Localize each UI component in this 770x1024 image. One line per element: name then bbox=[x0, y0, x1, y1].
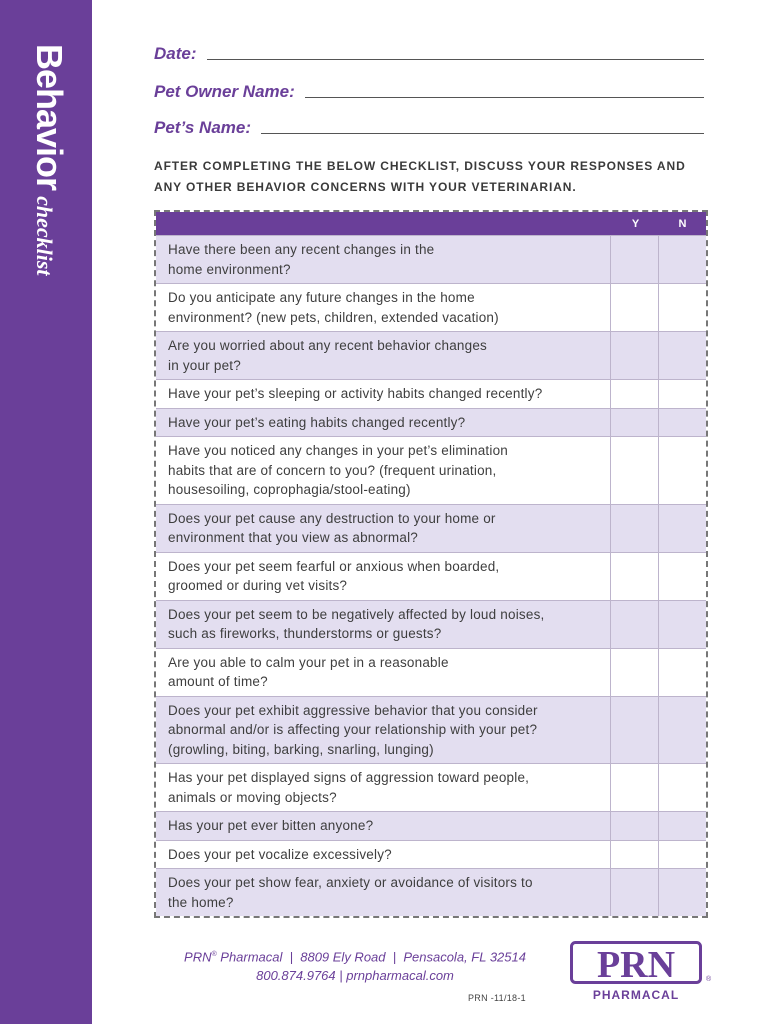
question-text bbox=[156, 764, 610, 811]
table-row bbox=[156, 763, 706, 811]
answer-no-box[interactable] bbox=[658, 437, 706, 504]
question-text bbox=[156, 601, 610, 648]
question-line: Does your pet seem fearful or anxious when boarded, bbox=[168, 558, 500, 574]
answer-no-box[interactable] bbox=[658, 601, 706, 648]
logo-sub: PHARMACAL bbox=[592, 988, 680, 1002]
question-text bbox=[156, 553, 610, 600]
question-text bbox=[156, 409, 610, 437]
question-line: environment? (new pets, children, extended vacation) bbox=[168, 309, 499, 325]
question-line: Have there been any recent changes in the bbox=[168, 242, 435, 257]
question-text bbox=[156, 841, 610, 869]
owner-name-label: Pet Owner Name: bbox=[154, 82, 295, 101]
answer-yes-box[interactable] bbox=[610, 409, 658, 437]
answer-yes-box[interactable] bbox=[610, 236, 658, 283]
answer-no-box[interactable] bbox=[658, 553, 706, 600]
question-text bbox=[156, 437, 610, 504]
table-row bbox=[156, 235, 706, 283]
question-text bbox=[156, 697, 610, 764]
question-line: environment that you view as abnormal? bbox=[168, 530, 418, 545]
answer-yes-box[interactable] bbox=[610, 697, 658, 764]
question-line: Are you worried about any recent behavior changes bbox=[168, 338, 487, 353]
answer-yes-box[interactable] bbox=[610, 812, 658, 840]
question-text bbox=[156, 505, 610, 552]
answer-yes-box[interactable] bbox=[610, 764, 658, 811]
answer-no-box[interactable] bbox=[658, 869, 706, 916]
answer-no-box[interactable] bbox=[658, 697, 706, 764]
table-row bbox=[156, 331, 706, 379]
owner-name-field[interactable] bbox=[154, 82, 704, 102]
pet-name-field[interactable] bbox=[154, 118, 704, 138]
answer-yes-box[interactable] bbox=[610, 505, 658, 552]
answer-yes-box[interactable] bbox=[610, 649, 658, 696]
answer-no-box[interactable] bbox=[658, 505, 706, 552]
answer-yes-box[interactable] bbox=[610, 841, 658, 869]
table-row bbox=[156, 696, 706, 764]
question-line: amount of time? bbox=[168, 674, 268, 689]
answer-yes-box[interactable] bbox=[610, 380, 658, 408]
table-row bbox=[156, 600, 706, 648]
answer-no-box[interactable] bbox=[658, 764, 706, 811]
date-field[interactable] bbox=[154, 44, 704, 64]
table-row bbox=[156, 811, 706, 840]
title-behavior: Behavior bbox=[29, 44, 70, 191]
question-line: groomed or during vet visits? bbox=[168, 578, 348, 593]
question-line: Have your pet’s eating habits changed recently? bbox=[168, 414, 466, 430]
vertical-title bbox=[30, 44, 70, 284]
question-line: Does your pet show fear, anxiety or avoidance of visitors to bbox=[168, 875, 533, 890]
answer-yes-box[interactable] bbox=[610, 601, 658, 648]
question-text bbox=[156, 380, 610, 408]
date-line[interactable] bbox=[207, 58, 704, 60]
question-text bbox=[156, 869, 610, 916]
question-line: in your pet? bbox=[168, 357, 241, 373]
date-label: Date: bbox=[154, 44, 197, 63]
footer-reg: ® bbox=[211, 951, 217, 958]
table-row bbox=[156, 840, 706, 869]
table-row bbox=[156, 436, 706, 504]
pet-name-line[interactable] bbox=[261, 132, 704, 134]
question-line: such as fireworks, thunderstorms or guests? bbox=[168, 626, 442, 641]
answer-no-box[interactable] bbox=[658, 284, 706, 331]
answer-no-box[interactable] bbox=[658, 812, 706, 840]
question-line: Are you able to calm your pet in a reasonable bbox=[168, 654, 449, 670]
answer-yes-box[interactable] bbox=[610, 332, 658, 379]
table-row bbox=[156, 504, 706, 552]
answer-yes-box[interactable] bbox=[610, 553, 658, 600]
footer-line-2: 800.874.9764 | prnpharmacal.com bbox=[256, 968, 454, 984]
answer-no-box[interactable] bbox=[658, 409, 706, 437]
question-line: animals or moving objects? bbox=[168, 789, 337, 805]
title-checklist: checklist bbox=[32, 196, 57, 276]
question-line: Do you anticipate any future changes in the home bbox=[168, 290, 475, 305]
instructions bbox=[154, 156, 714, 198]
question-line: abnormal and/or is affecting your relationship with your pet? bbox=[168, 722, 538, 737]
question-line: housesoiling, coprophagia/stool-eating) bbox=[168, 482, 411, 497]
footer-company: PRN bbox=[184, 949, 212, 965]
table-row bbox=[156, 648, 706, 696]
footer-address-text: Pharmacal | 8809 Ely Road | Pensacola, FL 32514 bbox=[216, 949, 526, 965]
table-header bbox=[156, 212, 706, 235]
question-text bbox=[156, 649, 610, 696]
question-line: Has your pet displayed signs of aggression toward people, bbox=[168, 770, 530, 785]
question-line: the home? bbox=[168, 894, 234, 910]
question-line: Does your pet exhibit aggressive behavior that you consider bbox=[168, 702, 538, 718]
instructions-line-1: AFTER COMPLETING THE BELOW CHECKLIST, DISCUSS YOUR RESPONSES AND bbox=[154, 159, 686, 173]
prn-pharmacal-logo bbox=[570, 941, 712, 1003]
question-text bbox=[156, 332, 610, 379]
logo-reg: ® bbox=[706, 976, 712, 983]
table-row bbox=[156, 283, 706, 331]
answer-no-box[interactable] bbox=[658, 649, 706, 696]
pet-name-label: Pet’s Name: bbox=[154, 118, 252, 137]
question-line: (growling, biting, barking, snarling, lunging) bbox=[168, 741, 434, 757]
question-line: Have your pet’s sleeping or activity habits changed recently? bbox=[168, 386, 543, 401]
question-line: home environment? bbox=[168, 261, 291, 277]
column-no: N bbox=[678, 217, 687, 230]
answer-no-box[interactable] bbox=[658, 380, 706, 408]
question-line: Have you noticed any changes in your pet’s elimination bbox=[168, 443, 509, 458]
answer-no-box[interactable] bbox=[658, 841, 706, 869]
footer-address bbox=[150, 945, 560, 985]
sidebar-band bbox=[0, 0, 92, 1024]
question-line: Has your pet ever bitten anyone? bbox=[168, 818, 374, 833]
footer-line-1 bbox=[150, 945, 560, 966]
question-line: Does your pet vocalize excessively? bbox=[168, 846, 392, 862]
table-row bbox=[156, 408, 706, 437]
question-line: habits that are of concern to you? (frequent urination, bbox=[168, 462, 497, 478]
question-line: Does your pet cause any destruction to your home or bbox=[168, 510, 496, 526]
table-row bbox=[156, 552, 706, 600]
owner-name-line[interactable] bbox=[305, 96, 704, 98]
question-text bbox=[156, 284, 610, 331]
answer-no-box[interactable] bbox=[658, 236, 706, 283]
checklist-table bbox=[154, 210, 708, 918]
answer-yes-box[interactable] bbox=[610, 284, 658, 331]
column-yes: Y bbox=[631, 217, 640, 230]
table-row bbox=[156, 868, 706, 916]
logo-mark: PRN bbox=[596, 944, 676, 986]
question-text bbox=[156, 812, 610, 840]
answer-no-box[interactable] bbox=[658, 332, 706, 379]
answer-yes-box[interactable] bbox=[610, 869, 658, 916]
question-text bbox=[156, 236, 610, 283]
instructions-line-2: ANY OTHER BEHAVIOR CONCERNS WITH YOUR VETERINARIAN. bbox=[154, 180, 577, 194]
table-row bbox=[156, 379, 706, 408]
answer-yes-box[interactable] bbox=[610, 437, 658, 504]
form-code: PRN -11/18-1 bbox=[468, 993, 526, 1003]
question-line: Does your pet seem to be negatively affected by loud noises, bbox=[168, 606, 545, 622]
